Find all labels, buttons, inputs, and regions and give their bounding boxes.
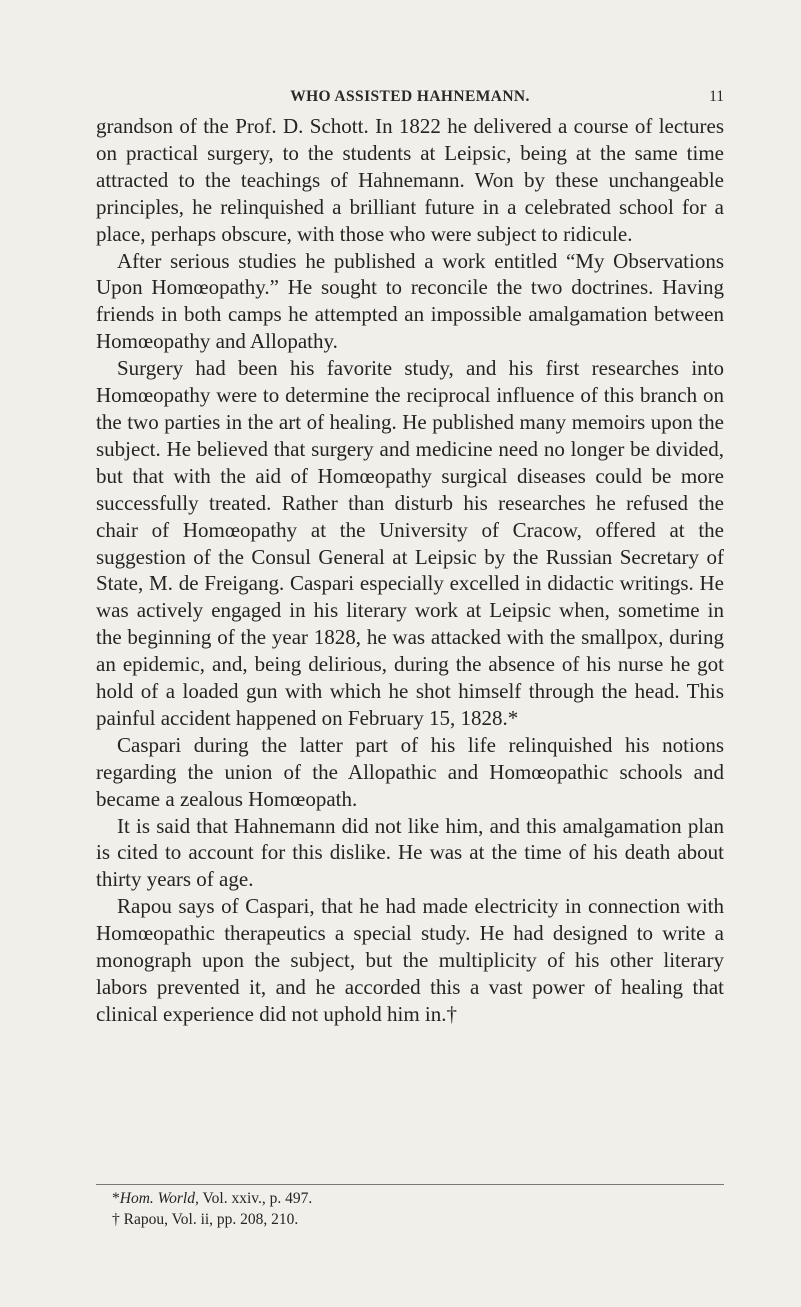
running-head: WHO ASSISTED HAHNEMANN. bbox=[290, 88, 530, 105]
footnote-marker: * bbox=[112, 1190, 120, 1207]
paragraph: grandson of the Prof. D. Schott. In 1822 he delivered a course of lectures on practical surgery, to the students at Leipsic, being at the same time attracted to the teachings of Hahnemann. Won by these unchangeable principles, he relinquished a brilliant future in a celebrated school for a place, perhaps obscure, with those who were subject to ridicule. bbox=[96, 114, 724, 246]
footnote-1 bbox=[96, 1188, 724, 1209]
footnote-citation: Vol. xxiv., p. 497. bbox=[198, 1190, 313, 1207]
footnote-divider bbox=[96, 1184, 724, 1185]
page-number: 11 bbox=[709, 88, 724, 105]
footnote-source-title: Hom. World, bbox=[119, 1190, 199, 1207]
body-text bbox=[96, 113, 724, 1028]
paragraph: After serious studies he published a work entitled “My Observations Upon Homœopathy.” He sought to reconcile the two doctrines. Having friends in both camps he attempted an impossible amalgamation between Homœopathy and Allopathy. bbox=[96, 248, 724, 354]
paragraph: It is said that Hahnemann did not like him, and this amalgamation plan is cited to account for this dislike. He was at the time of his death about thirty years of age. bbox=[96, 813, 724, 892]
footnotes bbox=[96, 1188, 724, 1230]
footnote-2: † Rapou, Vol. ii, pp. 208, 210. bbox=[112, 1211, 299, 1228]
paragraph: Rapou says of Caspari, that he had made electricity in connection with Homœopathic therapeutics a special study. He had designed to write a monograph upon the subject, but the multiplicity of his other literary labors prevented it, and he accorded this a vast power of healing that clinical experience did not uphold him in.† bbox=[96, 894, 724, 1026]
page-header bbox=[96, 88, 724, 112]
paragraph: Surgery had been his favorite study, and his first researches into Homœopathy were to determine the reciprocal influence of this branch on the two parties in the art of healing. He published many memoirs upon the subject. He believed that surgery and medicine need no longer be divided, but that with the aid of Homœopathy surgical diseases could be more successfully treated. Rather than disturb his researches he refused the chair of Homœopathy at the University of Cracow, offered at the suggestion of the Consul General at Leipsic by the Russian Secretary of State, M. de Freigang. Caspari especially excelled in didactic writings. He was actively engaged in his literary work at Leipsic when, sometime in the beginning of the year 1828, he was attacked with the smallpox, during an epidemic, and, being delirious, during the absence of his nurse he got hold of a loaded gun with which he shot himself through the head. This painful accident happened on February 15, 1828.* bbox=[96, 356, 724, 730]
paragraph: Caspari during the latter part of his life relinquished his notions regarding the union of the Allopathic and Homœopathic schools and became a zealous Homœopath. bbox=[96, 732, 724, 811]
